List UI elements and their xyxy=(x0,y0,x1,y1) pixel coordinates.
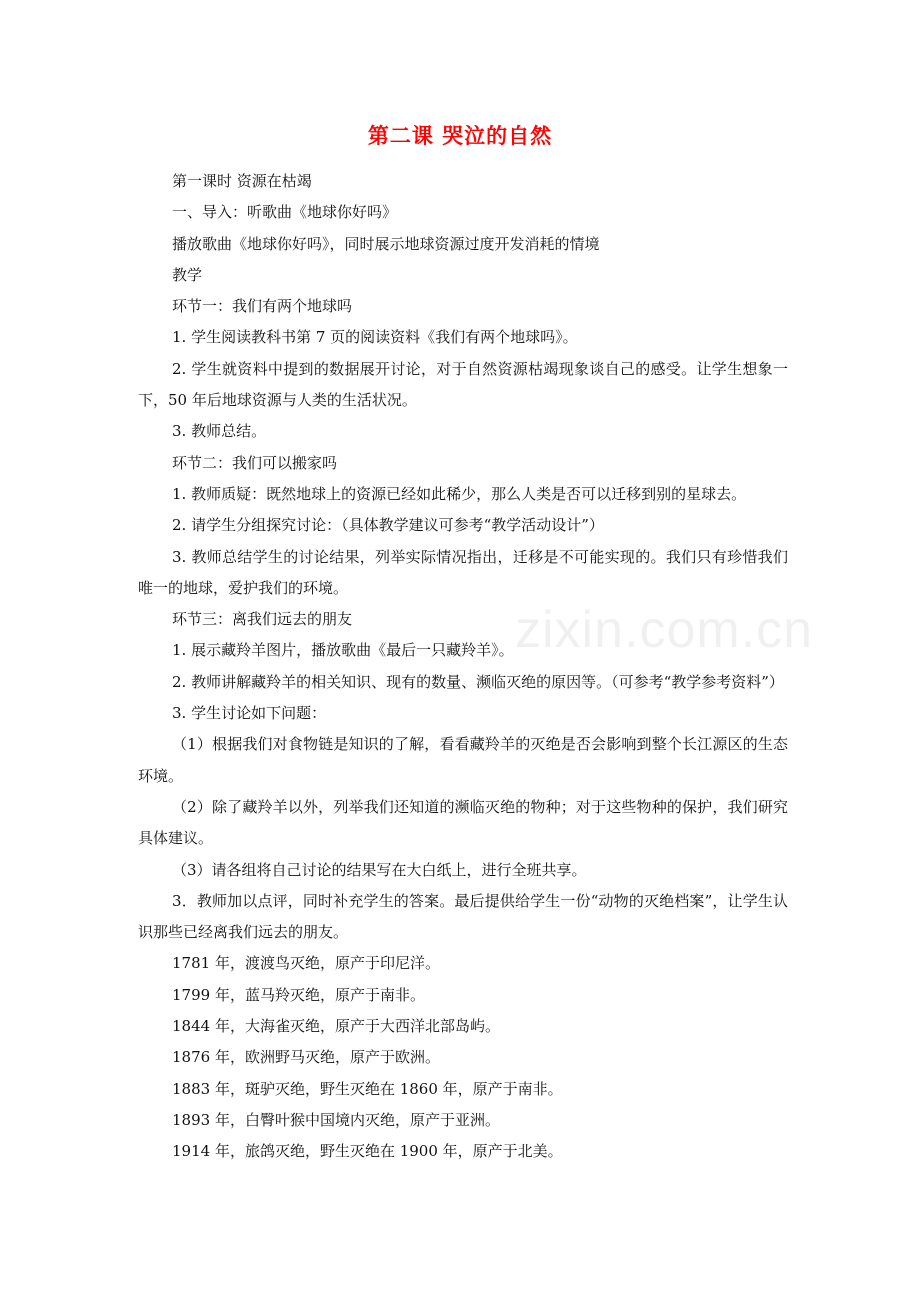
step-one-item-1: 1. 学生阅读教科书第 7 页的阅读资料《我们有两个地球吗》。 xyxy=(172,328,578,347)
extinction-record-1799: 1799 年，蓝马羚灭绝，原产于南非。 xyxy=(172,985,425,1004)
extinction-record-1914: 1914 年，旅鸽灭绝，野生灭绝在 1900 年，原产于北美。 xyxy=(172,1142,563,1161)
document-body xyxy=(138,166,788,1168)
extinction-record-1876: 1876 年，欧洲野马灭绝，原产于欧洲。 xyxy=(172,1048,440,1067)
step-two-item-1: 1. 教师质疑：既然地球上的资源已经如此稀少，那么人类是否可以迁移到别的星球去。 xyxy=(172,484,747,503)
teaching-heading: 教学 xyxy=(172,265,203,284)
step-two-item-3: 3. 教师总结学生的讨论结果，列举实际情况指出，迁移是不可能实现的。我们只有珍惜我们唯一的地球，爱护我们的环境。 xyxy=(138,547,788,597)
intro-paragraph: 播放歌曲《地球你好吗》，同时展示地球资源过度开发消耗的情境 xyxy=(172,234,600,253)
watermark: zixin.com.cn xyxy=(515,601,814,659)
section-intro-heading: 一、导入：听歌曲《地球你好吗》 xyxy=(172,203,398,222)
extinction-record-1883: 1883 年，斑驴灭绝，野生灭绝在 1860 年，原产于南非。 xyxy=(172,1079,563,1098)
discussion-question-3: （3）请各组将自己讨论的结果写在大白纸上，进行全班共享。 xyxy=(172,860,587,879)
extinction-record-1781: 1781 年，渡渡鸟灭绝，原产于印尼洋。 xyxy=(172,954,440,973)
step-two-heading: 环节二：我们可以搬家吗 xyxy=(172,453,338,472)
step-one-heading: 环节一：我们有两个地球吗 xyxy=(172,297,353,316)
discussion-question-2: （2）除了藏羚羊以外，列举我们还知道的濒临灭绝的物种；对于这些物种的保护，我们研究具体建议。 xyxy=(138,797,788,848)
step-one-item-2: 2. 学生就资料中提到的数据展开讨论，对于自然资源枯竭现象谈自己的感受。让学生想象一下，50 年后地球资源与人类的生活状况。 xyxy=(138,359,788,410)
step-one-item-3: 3. 教师总结。 xyxy=(172,422,267,441)
page-title: 第二课 哭泣的自然 xyxy=(367,123,553,148)
extinction-record-1893: 1893 年，白臀叶猴中国境内灭绝，原产于亚洲。 xyxy=(172,1110,500,1129)
step-two-item-2: 2. 请学生分组探究讨论：（具体教学建议可参考“教学活动设计”） xyxy=(172,516,604,535)
step-three-item-2: 2. 教师讲解藏羚羊的相关知识、现有的数量、濒临灭绝的原因等。（可参考“教学参考资料”） xyxy=(172,672,784,691)
step-three-item-1: 1. 展示藏羚羊图片，播放歌曲《最后一只藏羚羊》。 xyxy=(172,641,514,660)
step-three-item-3: 3. 学生讨论如下问题： xyxy=(172,704,327,723)
step-three-heading: 环节三：离我们远去的朋友 xyxy=(172,610,353,629)
discussion-question-1: （1）根据我们对食物链是知识的了解，看看藏羚羊的灭绝是否会影响到整个长江源区的生态环境。 xyxy=(138,735,788,785)
lesson-period-heading: 第一课时 资源在枯竭 xyxy=(172,172,312,190)
teacher-comment-paragraph: 3．教师加以点评，同时补充学生的答案。最后提供给学生一份“动物的灭绝档案”，让学生认识那些已经离我们远去的朋友。 xyxy=(138,891,788,942)
extinction-record-1844: 1844 年，大海雀灭绝，原产于大西洋北部岛屿。 xyxy=(172,1017,500,1036)
